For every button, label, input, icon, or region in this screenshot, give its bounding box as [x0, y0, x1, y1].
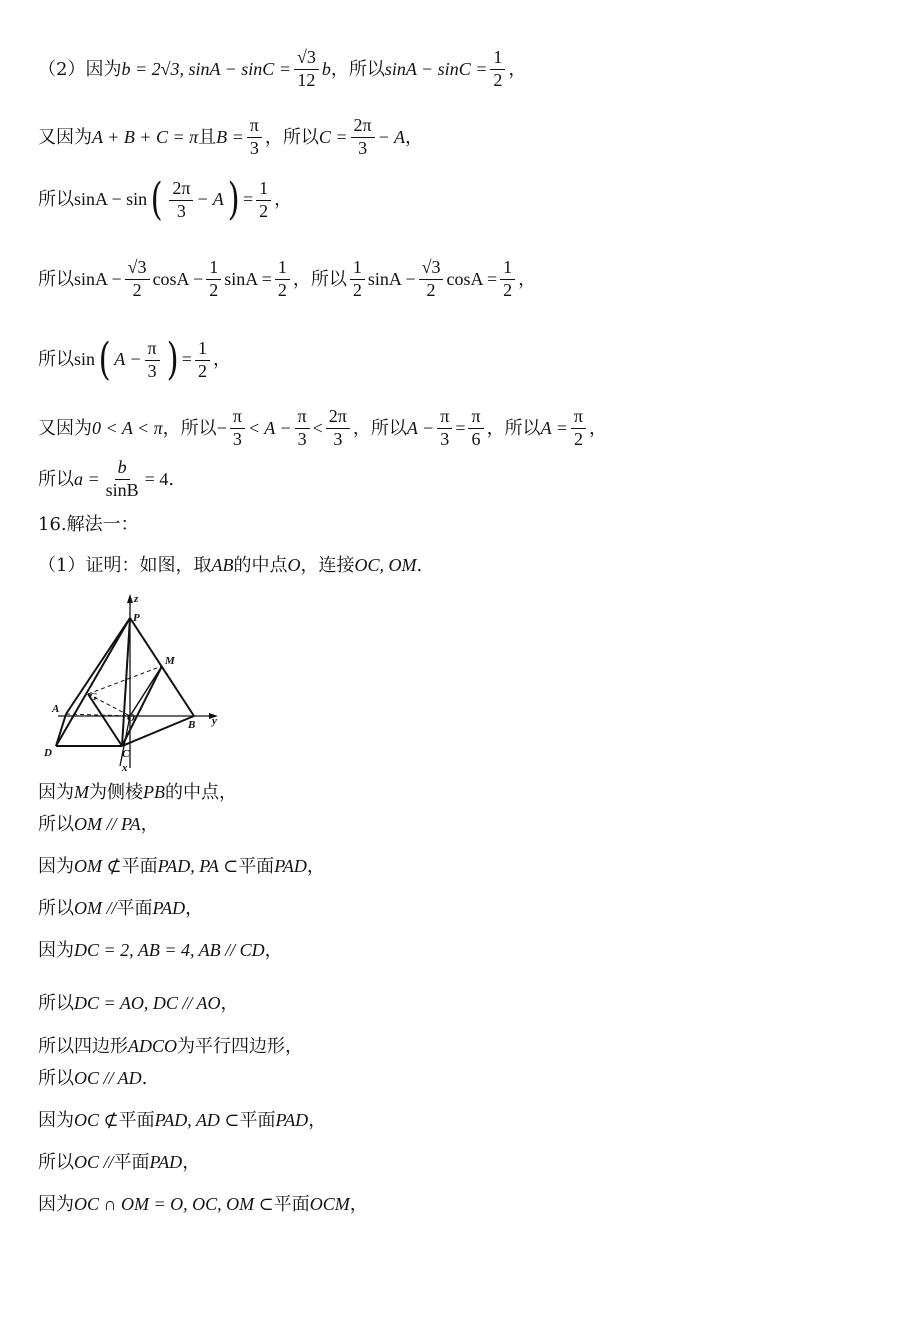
- math: =: [455, 417, 466, 438]
- math: A −: [406, 417, 435, 438]
- text: ，所以: [352, 417, 407, 439]
- text: 因为: [38, 1110, 74, 1131]
- text: 且: [198, 126, 217, 148]
- denominator: 3: [333, 428, 343, 449]
- text: 又因为: [38, 126, 92, 148]
- text: ，: [220, 993, 239, 1014]
- text: 为平行四边形，: [177, 1036, 303, 1057]
- text: 因为: [38, 940, 74, 961]
- math: A + B + C = π: [92, 126, 199, 147]
- text: ，: [518, 268, 537, 290]
- label-A: A: [52, 703, 60, 715]
- text: .: [416, 555, 423, 576]
- text: 所以: [38, 349, 74, 371]
- proof-line: [38, 1152, 200, 1174]
- text: 平面: [116, 898, 153, 919]
- text: 所以: [38, 468, 74, 490]
- text: （2）因为: [38, 58, 122, 80]
- math: PAD, AD ⊂: [154, 1110, 240, 1130]
- text: ，: [306, 856, 325, 877]
- math: OM //: [74, 898, 117, 918]
- equation-line-4: [38, 258, 536, 301]
- fraction: [468, 407, 483, 450]
- numerator: π: [145, 339, 160, 361]
- edge-PA: [66, 618, 130, 714]
- math: A =: [540, 417, 568, 438]
- text: 平面: [273, 1194, 310, 1215]
- text: ，: [508, 58, 527, 80]
- denominator: 2: [426, 279, 436, 300]
- proof-line: [38, 1068, 147, 1090]
- text: 又因为: [38, 417, 92, 439]
- proof-line: [38, 898, 203, 920]
- denominator: 2: [352, 279, 362, 300]
- text: ，: [140, 814, 159, 835]
- math: =: [181, 349, 192, 370]
- text: ，: [182, 1152, 201, 1173]
- math: PAD, PA ⊂: [157, 856, 239, 876]
- proof-line: [38, 814, 159, 836]
- denominator: 3: [147, 360, 157, 381]
- text: ，: [185, 898, 204, 919]
- text: 所以: [38, 189, 74, 211]
- right-paren: ): [166, 334, 179, 385]
- section-heading: [38, 514, 139, 536]
- fraction: [351, 116, 375, 159]
- numerator: 1: [206, 258, 221, 280]
- math: cosA =: [446, 268, 498, 289]
- fraction: [419, 258, 444, 301]
- numerator: 1: [275, 258, 290, 280]
- fraction: [247, 116, 262, 159]
- numerator: 1: [490, 48, 505, 70]
- right-paren: ): [227, 174, 240, 225]
- proof-line: [38, 1110, 326, 1132]
- equation-line-7: [38, 458, 174, 501]
- numerator: π: [295, 407, 310, 429]
- text: ，所以: [292, 268, 347, 290]
- equation-line-2: [38, 116, 423, 159]
- label-P: P: [133, 612, 140, 624]
- math: PAD: [274, 856, 307, 876]
- math: sin: [74, 349, 96, 370]
- math: b: [321, 58, 331, 79]
- fraction: [230, 407, 245, 450]
- fraction: [256, 179, 271, 222]
- math: − A: [377, 126, 405, 147]
- denominator: 2: [132, 279, 142, 300]
- math: ADCO: [128, 1036, 177, 1056]
- fraction: [571, 407, 586, 450]
- label-x: x: [122, 762, 128, 774]
- math: sinA − sinC =: [384, 58, 488, 79]
- denominator: 2: [209, 279, 219, 300]
- left-paren: (: [150, 174, 163, 225]
- label-O: O: [127, 712, 135, 724]
- text: 所以: [38, 993, 74, 1014]
- math: DC = 2, AB = 4, AB // CD: [74, 940, 265, 960]
- proof-line: [38, 1194, 368, 1216]
- text: 因为: [38, 856, 74, 877]
- math: sinA −: [367, 268, 416, 289]
- denominator: 3: [249, 137, 259, 158]
- equation-line-1: [38, 48, 526, 91]
- math: OC //: [74, 1152, 114, 1172]
- fraction: [103, 458, 142, 501]
- denominator: 12: [297, 69, 316, 90]
- text: ，所以: [162, 417, 217, 439]
- text: （1）证明：如图，取: [38, 555, 212, 576]
- left-paren: (: [98, 334, 111, 385]
- numerator: 1: [500, 258, 515, 280]
- text: 的中点，: [165, 782, 237, 803]
- math: B =: [216, 126, 244, 147]
- numerator: 1: [350, 258, 365, 280]
- denominator: 2: [277, 279, 287, 300]
- math: A −: [114, 349, 142, 370]
- fraction: [294, 48, 319, 91]
- text: ，: [349, 1194, 368, 1215]
- text: ，所以: [264, 126, 319, 148]
- text: 所以: [38, 1068, 74, 1089]
- text: 平面: [113, 1152, 150, 1173]
- numerator: 1: [256, 179, 271, 201]
- numerator: √3: [419, 258, 444, 280]
- math: DC = AO, DC // AO: [74, 993, 221, 1013]
- numerator: π: [468, 407, 483, 429]
- fraction: [206, 258, 221, 301]
- denominator: sinB: [105, 479, 139, 500]
- fraction: [145, 339, 160, 382]
- text: 所以四边形: [38, 1036, 128, 1057]
- math: a =: [74, 468, 100, 489]
- text: .: [168, 468, 175, 490]
- equation-line-5: [38, 334, 231, 385]
- equation-line-6: [38, 407, 607, 450]
- math: OM // PA: [74, 814, 141, 834]
- numerator: 2π: [326, 407, 350, 429]
- denominator: 3: [440, 428, 450, 449]
- math: 0 < A < π: [92, 417, 163, 438]
- fraction: [326, 407, 350, 450]
- fraction: [169, 179, 193, 222]
- math: OC // AD: [74, 1068, 142, 1088]
- denominator: 2: [259, 200, 269, 221]
- fraction: [500, 258, 515, 301]
- numerator: b: [115, 458, 130, 480]
- math: − A: [196, 189, 224, 210]
- math: sinA − sin: [74, 189, 148, 210]
- label-z: z: [134, 593, 139, 605]
- text: 因为: [38, 782, 74, 803]
- fraction: [295, 407, 310, 450]
- text: 的中点: [233, 555, 288, 576]
- numerator: π: [571, 407, 586, 429]
- text: 因为: [38, 1194, 74, 1215]
- numerator: 2π: [351, 116, 375, 138]
- fraction: [490, 48, 505, 91]
- math: b = 2√3, sinA − sinC =: [121, 58, 291, 79]
- text: 平面: [121, 856, 158, 877]
- text: ，: [274, 189, 293, 211]
- math: =: [242, 189, 254, 210]
- text: 所以: [38, 898, 74, 919]
- dashed-MB: [162, 666, 194, 716]
- text: 所以: [38, 814, 74, 835]
- text: ，: [588, 417, 607, 439]
- fraction: [437, 407, 452, 450]
- label-C: C: [122, 748, 130, 760]
- math: PAD: [152, 898, 186, 918]
- math: = 4: [144, 468, 169, 489]
- proof-line: [38, 940, 283, 962]
- label-M: M: [165, 655, 175, 667]
- text: ，: [264, 940, 283, 961]
- numerator: √3: [294, 48, 319, 70]
- z-axis-arrow: [127, 594, 133, 603]
- denominator: 2: [573, 428, 583, 449]
- numerator: 1: [195, 339, 210, 361]
- text: ，连接: [300, 555, 355, 576]
- numerator: π: [230, 407, 245, 429]
- proof-line: [38, 856, 325, 878]
- numerator: √3: [125, 258, 150, 280]
- proof-intro: [38, 555, 422, 577]
- label-D: D: [44, 747, 52, 759]
- math: OC ⊄: [74, 1110, 119, 1130]
- edge-PD: [56, 618, 130, 746]
- denominator: 3: [297, 428, 307, 449]
- label-y: y: [212, 715, 217, 727]
- denominator: 2: [503, 279, 513, 300]
- denominator: 6: [471, 428, 481, 449]
- text: ，所以: [486, 417, 541, 439]
- text: 所以: [38, 1152, 74, 1173]
- text: ，所以: [330, 58, 385, 80]
- math: AB: [211, 555, 234, 575]
- proof-line: [38, 1036, 303, 1058]
- numerator: π: [247, 116, 262, 138]
- text: ，: [404, 126, 423, 148]
- math: PAD: [275, 1110, 309, 1130]
- edge-CM: [122, 666, 162, 746]
- math: OM ⊄: [74, 856, 122, 876]
- text: 为侧棱: [89, 782, 143, 803]
- edge-PC: [122, 618, 130, 746]
- math: <: [312, 417, 323, 438]
- text: ，: [308, 1110, 327, 1131]
- math: cosA −: [152, 268, 204, 289]
- denominator: 3: [232, 428, 242, 449]
- fraction: [350, 258, 365, 301]
- math: PAD: [149, 1152, 183, 1172]
- denominator: 3: [358, 137, 368, 158]
- label-B: B: [188, 719, 196, 731]
- math: OC, OM: [354, 555, 417, 575]
- fraction: [125, 258, 150, 301]
- proof-line: [38, 993, 239, 1015]
- proof-line: [38, 782, 237, 804]
- math: −: [216, 417, 227, 438]
- numerator: 2π: [169, 179, 193, 201]
- math: O: [287, 555, 301, 575]
- math: C =: [318, 126, 348, 147]
- text: 平面: [118, 1110, 155, 1131]
- math: OCM: [309, 1194, 350, 1214]
- label-G: G: [89, 691, 97, 703]
- math: sinA −: [74, 268, 122, 289]
- text: ，: [212, 349, 231, 371]
- pyramid-figure: [38, 590, 238, 775]
- denominator: 2: [197, 360, 207, 381]
- equation-line-3: [38, 174, 293, 225]
- math: < A −: [247, 417, 292, 438]
- math: PB: [143, 782, 165, 802]
- math: OC ∩ OM = O, OC, OM ⊂: [74, 1194, 274, 1214]
- text: .: [141, 1068, 148, 1089]
- text: 所以: [38, 268, 74, 290]
- math: M: [74, 782, 89, 802]
- text: 平面: [238, 856, 275, 877]
- edge-OM: [130, 666, 162, 716]
- text: 平面: [239, 1110, 276, 1131]
- section-label: 16.解法一：: [38, 514, 139, 535]
- math: sinA =: [224, 268, 272, 289]
- numerator: π: [437, 407, 452, 429]
- denominator: 3: [176, 200, 186, 221]
- denominator: 2: [493, 69, 503, 90]
- fraction: [275, 258, 290, 301]
- fraction: [195, 339, 210, 382]
